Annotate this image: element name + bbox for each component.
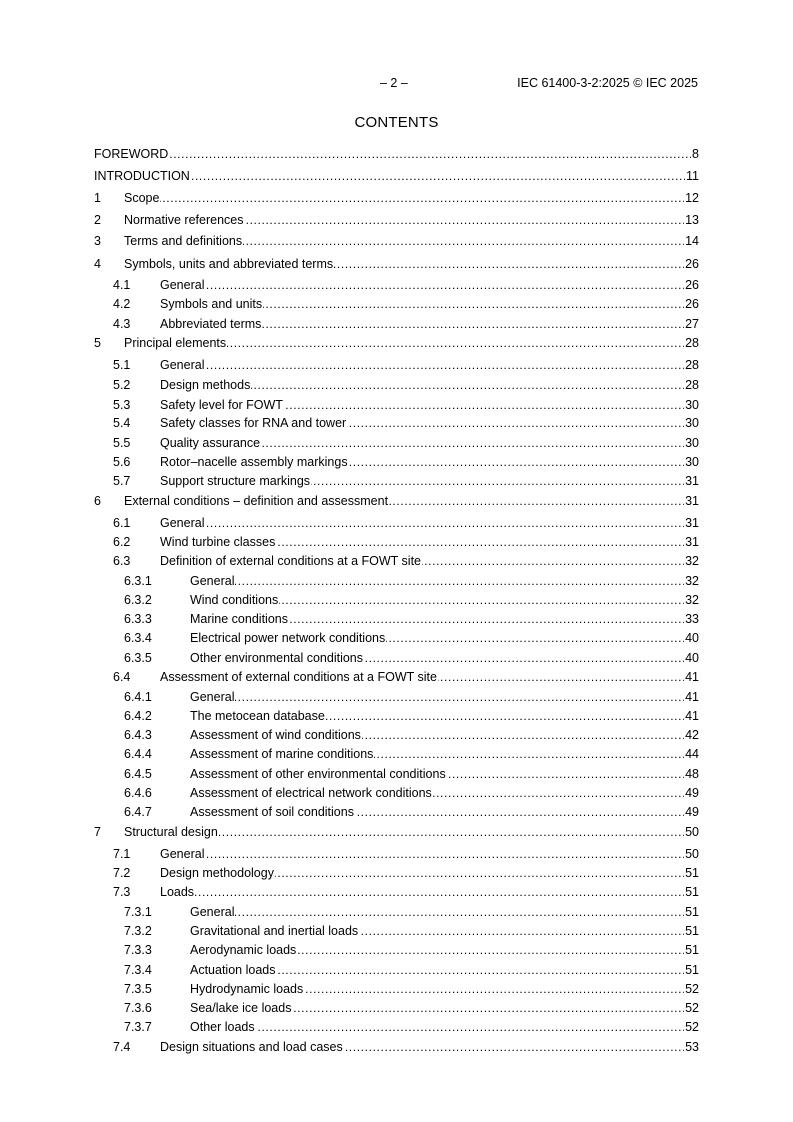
toc-entry[interactable]	[94, 669, 699, 685]
toc-leader-dots	[205, 846, 684, 862]
toc-leader-dots	[243, 233, 684, 249]
toc-entry[interactable]	[94, 534, 699, 550]
toc-leader-dots	[359, 923, 684, 939]
toc-entry-number: 3	[94, 234, 101, 248]
toc-entry[interactable]	[94, 785, 699, 801]
toc-leader-dots	[362, 727, 684, 743]
toc-entry-title: Assessment of wind conditions	[190, 728, 361, 742]
toc-entry[interactable]	[94, 335, 699, 351]
toc-entry-number: 4.1	[113, 278, 131, 292]
toc-entry-page: 49	[685, 786, 699, 800]
toc-entry[interactable]	[94, 168, 699, 184]
toc-entry-page: 32	[685, 593, 699, 607]
toc-entry-page: 49	[685, 805, 699, 819]
toc-entry-title: Assessment of external conditions at a FOWT site	[160, 670, 437, 684]
toc-entry-number: 6.4.4	[124, 747, 152, 761]
toc-entry-number: 6.3.1	[124, 574, 152, 588]
toc-leader-dots	[191, 168, 685, 184]
toc-leader-dots	[349, 454, 685, 470]
toc-entry-page: 31	[685, 474, 699, 488]
toc-leader-dots	[447, 766, 684, 782]
toc-entry-page: 31	[685, 494, 699, 508]
toc-entry-page: 12	[685, 191, 699, 205]
toc-entry-title: Symbols, units and abbreviated terms	[124, 257, 334, 271]
toc-entry[interactable]	[94, 592, 699, 608]
page-title: CONTENTS	[354, 114, 439, 131]
toc-entry-page: 51	[685, 885, 699, 899]
toc-leader-dots	[160, 190, 684, 206]
toc-entry[interactable]	[94, 493, 699, 509]
toc-entry[interactable]	[94, 397, 699, 413]
toc-entry-page: 26	[685, 278, 699, 292]
toc-leader-dots	[438, 669, 684, 685]
toc-entry-title: Normative references	[124, 213, 244, 227]
toc-entry-page: 14	[685, 234, 699, 248]
toc-entry-number: 5.3	[113, 398, 131, 412]
toc-entry-title: INTRODUCTION	[94, 169, 190, 183]
toc-entry-title: Sea/lake ice loads	[190, 1001, 292, 1015]
toc-leader-dots	[289, 611, 684, 627]
toc-entry-number: 6.3.2	[124, 593, 152, 607]
toc-entry-number: 7.3	[113, 885, 131, 899]
toc-entry-title: Other environmental conditions	[190, 651, 364, 665]
toc-leader-dots	[245, 212, 685, 228]
toc-entry-page: 30	[685, 455, 699, 469]
toc-leader-dots	[262, 316, 684, 332]
toc-leader-dots	[169, 146, 691, 162]
toc-entry-number: 7.3.2	[124, 924, 152, 938]
toc-entry-title: General	[160, 358, 205, 372]
toc-entry[interactable]	[94, 573, 699, 589]
toc-leader-dots	[292, 1000, 684, 1016]
toc-entry-title: Design methods	[160, 378, 251, 392]
toc-entry-title: Assessment of other environmental conditions	[190, 767, 446, 781]
toc-entry-page: 41	[685, 670, 699, 684]
toc-entry[interactable]	[94, 611, 699, 627]
toc-entry-title: Actuation loads	[190, 963, 276, 977]
toc-entry-number: 6.3.3	[124, 612, 152, 626]
toc-entry-title: Assessment of soil conditions	[190, 805, 354, 819]
toc-entry-number: 7.3.1	[124, 905, 152, 919]
toc-entry-number: 6.4.7	[124, 805, 152, 819]
toc-entry-title: Abbreviated terms	[160, 317, 262, 331]
toc-entry-title: Assessment of marine conditions	[190, 747, 374, 761]
toc-entry[interactable]	[94, 553, 699, 569]
toc-entry-number: 6.4	[113, 670, 131, 684]
toc-entry-title: General	[160, 847, 205, 861]
toc-entry-number: 5.4	[113, 416, 131, 430]
toc-entry-page: 28	[685, 358, 699, 372]
toc-entry-number: 5	[94, 336, 101, 350]
toc-leader-dots	[374, 746, 684, 762]
toc-entry-title: Design methodology	[160, 866, 274, 880]
toc-leader-dots	[275, 865, 684, 881]
toc-leader-dots	[235, 904, 684, 920]
toc-entry-page: 51	[685, 866, 699, 880]
toc-entry[interactable]	[94, 923, 699, 939]
toc-entry[interactable]	[94, 884, 699, 900]
toc-entry-number: 6.4.3	[124, 728, 152, 742]
toc-leader-dots	[304, 981, 684, 997]
toc-entry-number: 5.1	[113, 358, 131, 372]
toc-entry-number: 5.6	[113, 455, 131, 469]
toc-entry-page: 26	[685, 297, 699, 311]
toc-entry-number: 1	[94, 191, 101, 205]
toc-entry-page: 48	[685, 767, 699, 781]
toc-entry-title: Quality assurance	[160, 436, 261, 450]
toc-entry[interactable]	[94, 727, 699, 743]
toc-entry-title: Electrical power network conditions	[190, 631, 386, 645]
toc-leader-dots	[311, 473, 684, 489]
toc-entry-title: Hydrodynamic loads	[190, 982, 304, 996]
toc-entry-page: 52	[685, 1001, 699, 1015]
toc-leader-dots	[205, 357, 684, 373]
toc-entry-page: 13	[685, 213, 699, 227]
toc-entry-number: 6.3.5	[124, 651, 152, 665]
toc-entry-number: 5.7	[113, 474, 131, 488]
toc-entry-title: Symbols and units	[160, 297, 263, 311]
toc-entry[interactable]	[94, 824, 699, 840]
toc-leader-dots	[284, 397, 684, 413]
toc-entry-page: 53	[685, 1040, 699, 1054]
toc-leader-dots	[276, 962, 684, 978]
toc-entry-number: 6.4.6	[124, 786, 152, 800]
toc-entry-page: 50	[685, 825, 699, 839]
toc-entry-page: 27	[685, 317, 699, 331]
toc-entry[interactable]	[94, 865, 699, 881]
toc-entry-page: 11	[686, 169, 699, 183]
toc-entry-title: Design situations and load cases	[160, 1040, 343, 1054]
toc-entry[interactable]	[94, 650, 699, 666]
toc-leader-dots	[326, 708, 684, 724]
toc-leader-dots	[251, 377, 684, 393]
toc-leader-dots	[386, 630, 684, 646]
toc-entry-title: Principal elements	[124, 336, 227, 350]
toc-entry-number: 5.2	[113, 378, 131, 392]
toc-entry[interactable]	[94, 357, 699, 373]
toc-entry-title: Wind conditions	[190, 593, 279, 607]
toc-leader-dots	[347, 415, 684, 431]
toc-entry[interactable]	[94, 846, 699, 862]
toc-entry-page: 28	[685, 378, 699, 392]
toc-entry-page: 52	[685, 982, 699, 996]
toc-entry[interactable]	[94, 233, 699, 249]
toc-entry-number: 7	[94, 825, 101, 839]
toc-entry-title: Gravitational and inertial loads	[190, 924, 359, 938]
toc-leader-dots	[389, 493, 684, 509]
toc-entry-number: 6	[94, 494, 101, 508]
toc-entry-title: External conditions – definition and assessment	[124, 494, 389, 508]
toc-entry-page: 8	[692, 147, 699, 161]
toc-entry-number: 6.3.4	[124, 631, 152, 645]
toc-entry[interactable]	[94, 277, 699, 293]
toc-leader-dots	[261, 435, 684, 451]
toc-entry-title: Safety classes for RNA and tower	[160, 416, 347, 430]
toc-entry-page: 30	[685, 416, 699, 430]
toc-entry-page: 40	[685, 631, 699, 645]
toc-entry-page: 28	[685, 336, 699, 350]
toc-leader-dots	[364, 650, 684, 666]
toc-entry-number: 6.4.5	[124, 767, 152, 781]
toc-entry-number: 6.2	[113, 535, 131, 549]
page-number: – 2 –	[380, 76, 408, 90]
toc-entry-title: Other loads	[190, 1020, 255, 1034]
toc-entry-number: 4.2	[113, 297, 131, 311]
toc-entry-page: 44	[685, 747, 699, 761]
toc-entry[interactable]	[94, 256, 699, 272]
toc-leader-dots	[195, 884, 684, 900]
toc-entry-title: General	[160, 278, 205, 292]
toc-entry[interactable]	[94, 316, 699, 332]
toc-leader-dots	[235, 573, 684, 589]
toc-entry-page: 32	[685, 574, 699, 588]
toc-entry-number: 7.3.4	[124, 963, 152, 977]
toc-entry[interactable]	[94, 212, 699, 228]
toc-entry-number: 6.4.1	[124, 690, 152, 704]
toc-entry-page: 40	[685, 651, 699, 665]
toc-entry[interactable]	[94, 1019, 699, 1035]
toc-entry-page: 30	[685, 436, 699, 450]
toc-leader-dots	[256, 1019, 684, 1035]
toc-entry[interactable]	[94, 190, 699, 206]
toc-entry-page: 51	[685, 943, 699, 957]
toc-leader-dots	[263, 296, 684, 312]
toc-entry[interactable]	[94, 904, 699, 920]
toc-entry[interactable]	[94, 377, 699, 393]
toc-entry-title: General	[160, 516, 205, 530]
standard-reference: IEC 61400-3-2:2025 © IEC 2025	[517, 76, 698, 90]
toc-leader-dots	[227, 335, 684, 351]
toc-entry-title: Definition of external conditions at a FOWT site	[160, 554, 421, 568]
toc-leader-dots	[219, 824, 684, 840]
toc-entry-page: 51	[685, 963, 699, 977]
toc-entry[interactable]	[94, 454, 699, 470]
toc-leader-dots	[276, 534, 684, 550]
toc-entry-number: 7.3.6	[124, 1001, 152, 1015]
toc-entry-number: 6.3	[113, 554, 131, 568]
toc-leader-dots	[344, 1039, 684, 1055]
toc-entry[interactable]	[94, 1039, 699, 1055]
toc-entry-number: 7.1	[113, 847, 131, 861]
toc-entry-page: 30	[685, 398, 699, 412]
toc-entry[interactable]	[94, 473, 699, 489]
toc-entry-number: 4	[94, 257, 101, 271]
toc-entry[interactable]	[94, 804, 699, 820]
toc-entry-page: 33	[685, 612, 699, 626]
toc-entry-title: General	[190, 574, 235, 588]
toc-entry-page: 26	[685, 257, 699, 271]
toc-leader-dots	[334, 256, 684, 272]
toc-entry-title: Assessment of electrical network conditions	[190, 786, 432, 800]
toc-entry-number: 6.4.2	[124, 709, 152, 723]
toc-leader-dots	[205, 515, 684, 531]
toc-entry-title: Aerodynamic loads	[190, 943, 297, 957]
toc-leader-dots	[235, 689, 684, 705]
toc-entry[interactable]	[94, 146, 699, 162]
toc-entry[interactable]	[94, 296, 699, 312]
toc-entry-title: Terms and definitions	[124, 234, 243, 248]
toc-leader-dots	[279, 592, 684, 608]
toc-entry-number: 7.3.3	[124, 943, 152, 957]
toc-entry[interactable]	[94, 962, 699, 978]
toc-entry-page: 51	[685, 905, 699, 919]
toc-entry-title: Support structure markings	[160, 474, 311, 488]
toc-entry[interactable]	[94, 689, 699, 705]
toc-entry-page: 31	[685, 516, 699, 530]
toc-entry-number: 2	[94, 213, 101, 227]
toc-leader-dots	[433, 785, 684, 801]
toc-entry-number: 6.1	[113, 516, 131, 530]
toc-leader-dots	[355, 804, 684, 820]
toc-entry-title: General	[190, 905, 235, 919]
toc-entry-page: 31	[685, 535, 699, 549]
toc-entry-page: 50	[685, 847, 699, 861]
toc-leader-dots	[205, 277, 684, 293]
toc-entry[interactable]	[94, 766, 699, 782]
toc-entry-title: Loads	[160, 885, 195, 899]
toc-entry[interactable]	[94, 630, 699, 646]
toc-entry[interactable]	[94, 746, 699, 762]
toc-entry-page: 32	[685, 554, 699, 568]
toc-entry[interactable]	[94, 942, 699, 958]
toc-entry[interactable]	[94, 435, 699, 451]
toc-entry-title: Scope	[124, 191, 160, 205]
toc-entry[interactable]	[94, 515, 699, 531]
toc-entry[interactable]	[94, 415, 699, 431]
toc-entry-title: Rotor–nacelle assembly markings	[160, 455, 348, 469]
toc-entry-number: 7.2	[113, 866, 131, 880]
toc-entry-number: 7.3.5	[124, 982, 152, 996]
toc-entry[interactable]	[94, 1000, 699, 1016]
toc-entry-page: 51	[685, 924, 699, 938]
toc-entry[interactable]	[94, 981, 699, 997]
toc-leader-dots	[297, 942, 684, 958]
toc-entry-title: General	[190, 690, 235, 704]
toc-entry-title: FOREWORD	[94, 147, 169, 161]
toc-leader-dots	[422, 553, 684, 569]
toc-entry-number: 4.3	[113, 317, 131, 331]
toc-entry-title: Marine conditions	[190, 612, 288, 626]
toc-entry-number: 7.4	[113, 1040, 131, 1054]
toc-entry-number: 5.5	[113, 436, 131, 450]
toc-entry-number: 7.3.7	[124, 1020, 152, 1034]
toc-entry-page: 52	[685, 1020, 699, 1034]
toc-entry-title: The metocean database	[190, 709, 325, 723]
toc-entry-page: 41	[685, 709, 699, 723]
toc-entry-title: Safety level for FOWT	[160, 398, 283, 412]
toc-entry-title: Structural design	[124, 825, 218, 839]
toc-entry-page: 42	[685, 728, 699, 742]
toc-entry-page: 41	[685, 690, 699, 704]
toc-entry-title: Wind turbine classes	[160, 535, 276, 549]
toc-entry[interactable]	[94, 708, 699, 724]
